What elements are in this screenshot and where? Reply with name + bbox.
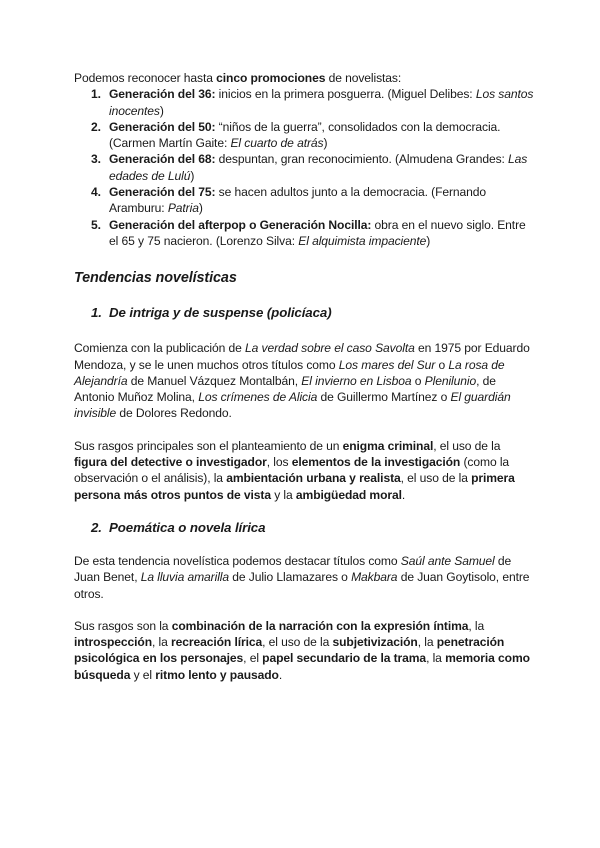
trend-2-paragraph-2 bbox=[74, 618, 534, 683]
bold-run: penetración psicológica en los personajes bbox=[74, 635, 505, 666]
italic-run: El invierno en Lisboa bbox=[301, 373, 412, 388]
generation-label: Generación del 68: bbox=[109, 152, 216, 167]
section-title: Tendencias novelísticas bbox=[74, 270, 237, 287]
bold-run: enigma criminal bbox=[342, 438, 434, 453]
generation-label: Generación del afterpop o Generación Nocilla: bbox=[109, 217, 372, 232]
bold-run: introspección bbox=[74, 635, 152, 650]
text-run: , de Antonio Muñoz Molina, bbox=[74, 373, 496, 405]
trend-2-paragraph-1 bbox=[74, 553, 534, 602]
text-run: Sus rasgos principales son el planteamiento de un bbox=[74, 438, 343, 453]
list-number: 5. bbox=[91, 217, 101, 232]
generation-text: obra en el nuevo siglo. Entre el 65 y 75 nacieron. (Lorenzo Silva: bbox=[109, 217, 526, 248]
generation-text: “niños de la guerra”, consolidados con la democracia. (Carmen Martín Gaite: bbox=[109, 119, 501, 151]
text-run: . bbox=[278, 667, 283, 682]
text-run: o bbox=[435, 357, 449, 372]
generation-book-title: Patria bbox=[167, 201, 199, 216]
italic-run: La verdad sobre el caso Savolta bbox=[245, 341, 415, 356]
intro-bold: cinco promociones bbox=[216, 71, 326, 85]
generation-text: despuntan, gran reconocimiento. (Almudena Grandes: bbox=[215, 152, 509, 167]
text-run: , el uso de la bbox=[433, 438, 501, 453]
generation-label: Generación del 50: bbox=[109, 119, 216, 134]
text-run: , la bbox=[417, 635, 437, 650]
text-run: (como la observación o el análisis), la bbox=[74, 455, 510, 486]
bold-run: subjetivización bbox=[332, 635, 418, 650]
generation-tail: ) bbox=[159, 103, 164, 118]
generation-item bbox=[74, 217, 534, 250]
text-run: de Guillermo Martínez o bbox=[317, 390, 451, 405]
bold-run: combinación de la narración con la expresión íntima bbox=[171, 618, 469, 633]
text-run: de Julio Llamazares o bbox=[229, 570, 352, 585]
intro-pre: Podemos reconocer hasta bbox=[74, 71, 217, 85]
text-run: de Manuel Vázquez Montalbán, bbox=[127, 373, 302, 388]
document-page bbox=[74, 70, 534, 683]
generation-tail: ) bbox=[198, 201, 203, 216]
text-run: , la bbox=[426, 651, 446, 666]
intro-paragraph bbox=[74, 70, 534, 86]
generation-book-title: El alquimista impaciente bbox=[298, 233, 427, 248]
generation-tail: ) bbox=[426, 233, 431, 248]
list-number: 2. bbox=[91, 119, 101, 134]
bold-run: ritmo lento y pausado bbox=[155, 667, 279, 682]
generation-item bbox=[74, 86, 534, 119]
bold-run: memoria como búsqueda bbox=[74, 651, 530, 682]
list-number: 4. bbox=[91, 185, 101, 200]
italic-run: Los mares del Sur bbox=[338, 357, 436, 372]
intro-post: de novelistas: bbox=[325, 71, 402, 85]
text-run: , la bbox=[468, 618, 485, 633]
bold-run: ambigüedad moral bbox=[295, 487, 402, 502]
text-run: de Juan Benet, bbox=[74, 553, 512, 585]
generation-label: Generación del 36: bbox=[109, 87, 216, 102]
generation-book-title: Las edades de Lulú bbox=[109, 152, 528, 183]
generation-tail: ) bbox=[323, 136, 328, 151]
list-number: 3. bbox=[91, 152, 101, 167]
bold-run: papel secundario de la trama bbox=[262, 651, 427, 666]
text-run: o bbox=[411, 373, 425, 388]
generation-item bbox=[74, 119, 534, 152]
generation-label: Generación del 75: bbox=[109, 185, 216, 200]
italic-run: Saúl ante Samuel bbox=[400, 553, 495, 568]
text-run: Sus rasgos son la bbox=[74, 618, 172, 633]
text-run: , los bbox=[266, 455, 292, 470]
text-run: de Dolores Redondo. bbox=[116, 406, 232, 421]
text-run: De esta tendencia novelística podemos destacar títulos como bbox=[74, 553, 401, 568]
text-run: en 1975 por Eduardo Mendoza, y se le unen muchos otros títulos como bbox=[74, 341, 530, 372]
heading-title: Poemática o novela lírica bbox=[109, 519, 266, 535]
italic-run: Los crímenes de Alicia bbox=[198, 390, 318, 405]
text-run: , el uso de la bbox=[262, 635, 333, 650]
generation-text: se hacen adultos junto a la democracia. (Fernando Aramburu: bbox=[109, 185, 487, 216]
generation-book-title: El cuarto de atrás bbox=[230, 136, 324, 151]
generation-text: inicios en la primera posguerra. (Miguel Delibes: bbox=[215, 87, 476, 102]
generation-book-title: Los santos inocentes bbox=[109, 87, 534, 118]
text-run: . bbox=[401, 487, 406, 502]
trend-1-paragraph-1 bbox=[74, 340, 534, 421]
generations-list bbox=[74, 86, 534, 249]
bold-run: primera persona más otros puntos de vista bbox=[74, 471, 515, 502]
list-number: 1. bbox=[91, 87, 101, 102]
italic-run: Makbara bbox=[351, 570, 398, 585]
generation-tail: ) bbox=[190, 168, 195, 183]
trend-1-paragraph-2 bbox=[74, 438, 534, 503]
italic-run: Plenilunio bbox=[424, 373, 477, 388]
bold-run: recreación lírica bbox=[171, 635, 263, 650]
text-run: , el uso de la bbox=[400, 471, 472, 486]
italic-run: La lluvia amarilla bbox=[140, 570, 229, 585]
text-run: de Juan Goytisolo, entre otros. bbox=[74, 570, 530, 601]
bold-run: ambientación urbana y realista bbox=[226, 471, 401, 486]
text-run: y el bbox=[130, 667, 156, 682]
text-run: , la bbox=[152, 635, 171, 650]
heading-number: 1. bbox=[91, 305, 102, 321]
generation-item bbox=[74, 151, 534, 184]
bold-run: figura del detective o investigador bbox=[74, 455, 267, 470]
heading-title: De intriga y de suspense (policíaca) bbox=[109, 305, 332, 321]
trend-1-heading bbox=[74, 304, 534, 322]
italic-run: La rosa de Alejandría bbox=[74, 357, 505, 388]
text-run: , el bbox=[243, 651, 263, 666]
text-run: Comienza con la publicación de bbox=[74, 341, 246, 356]
heading-number: 2. bbox=[91, 519, 102, 535]
generation-item bbox=[74, 184, 534, 217]
text-run: y la bbox=[270, 487, 296, 502]
trend-2-heading bbox=[74, 519, 534, 537]
italic-run: El guardián invisible bbox=[74, 390, 511, 421]
bold-run: elementos de la investigación bbox=[291, 455, 461, 470]
